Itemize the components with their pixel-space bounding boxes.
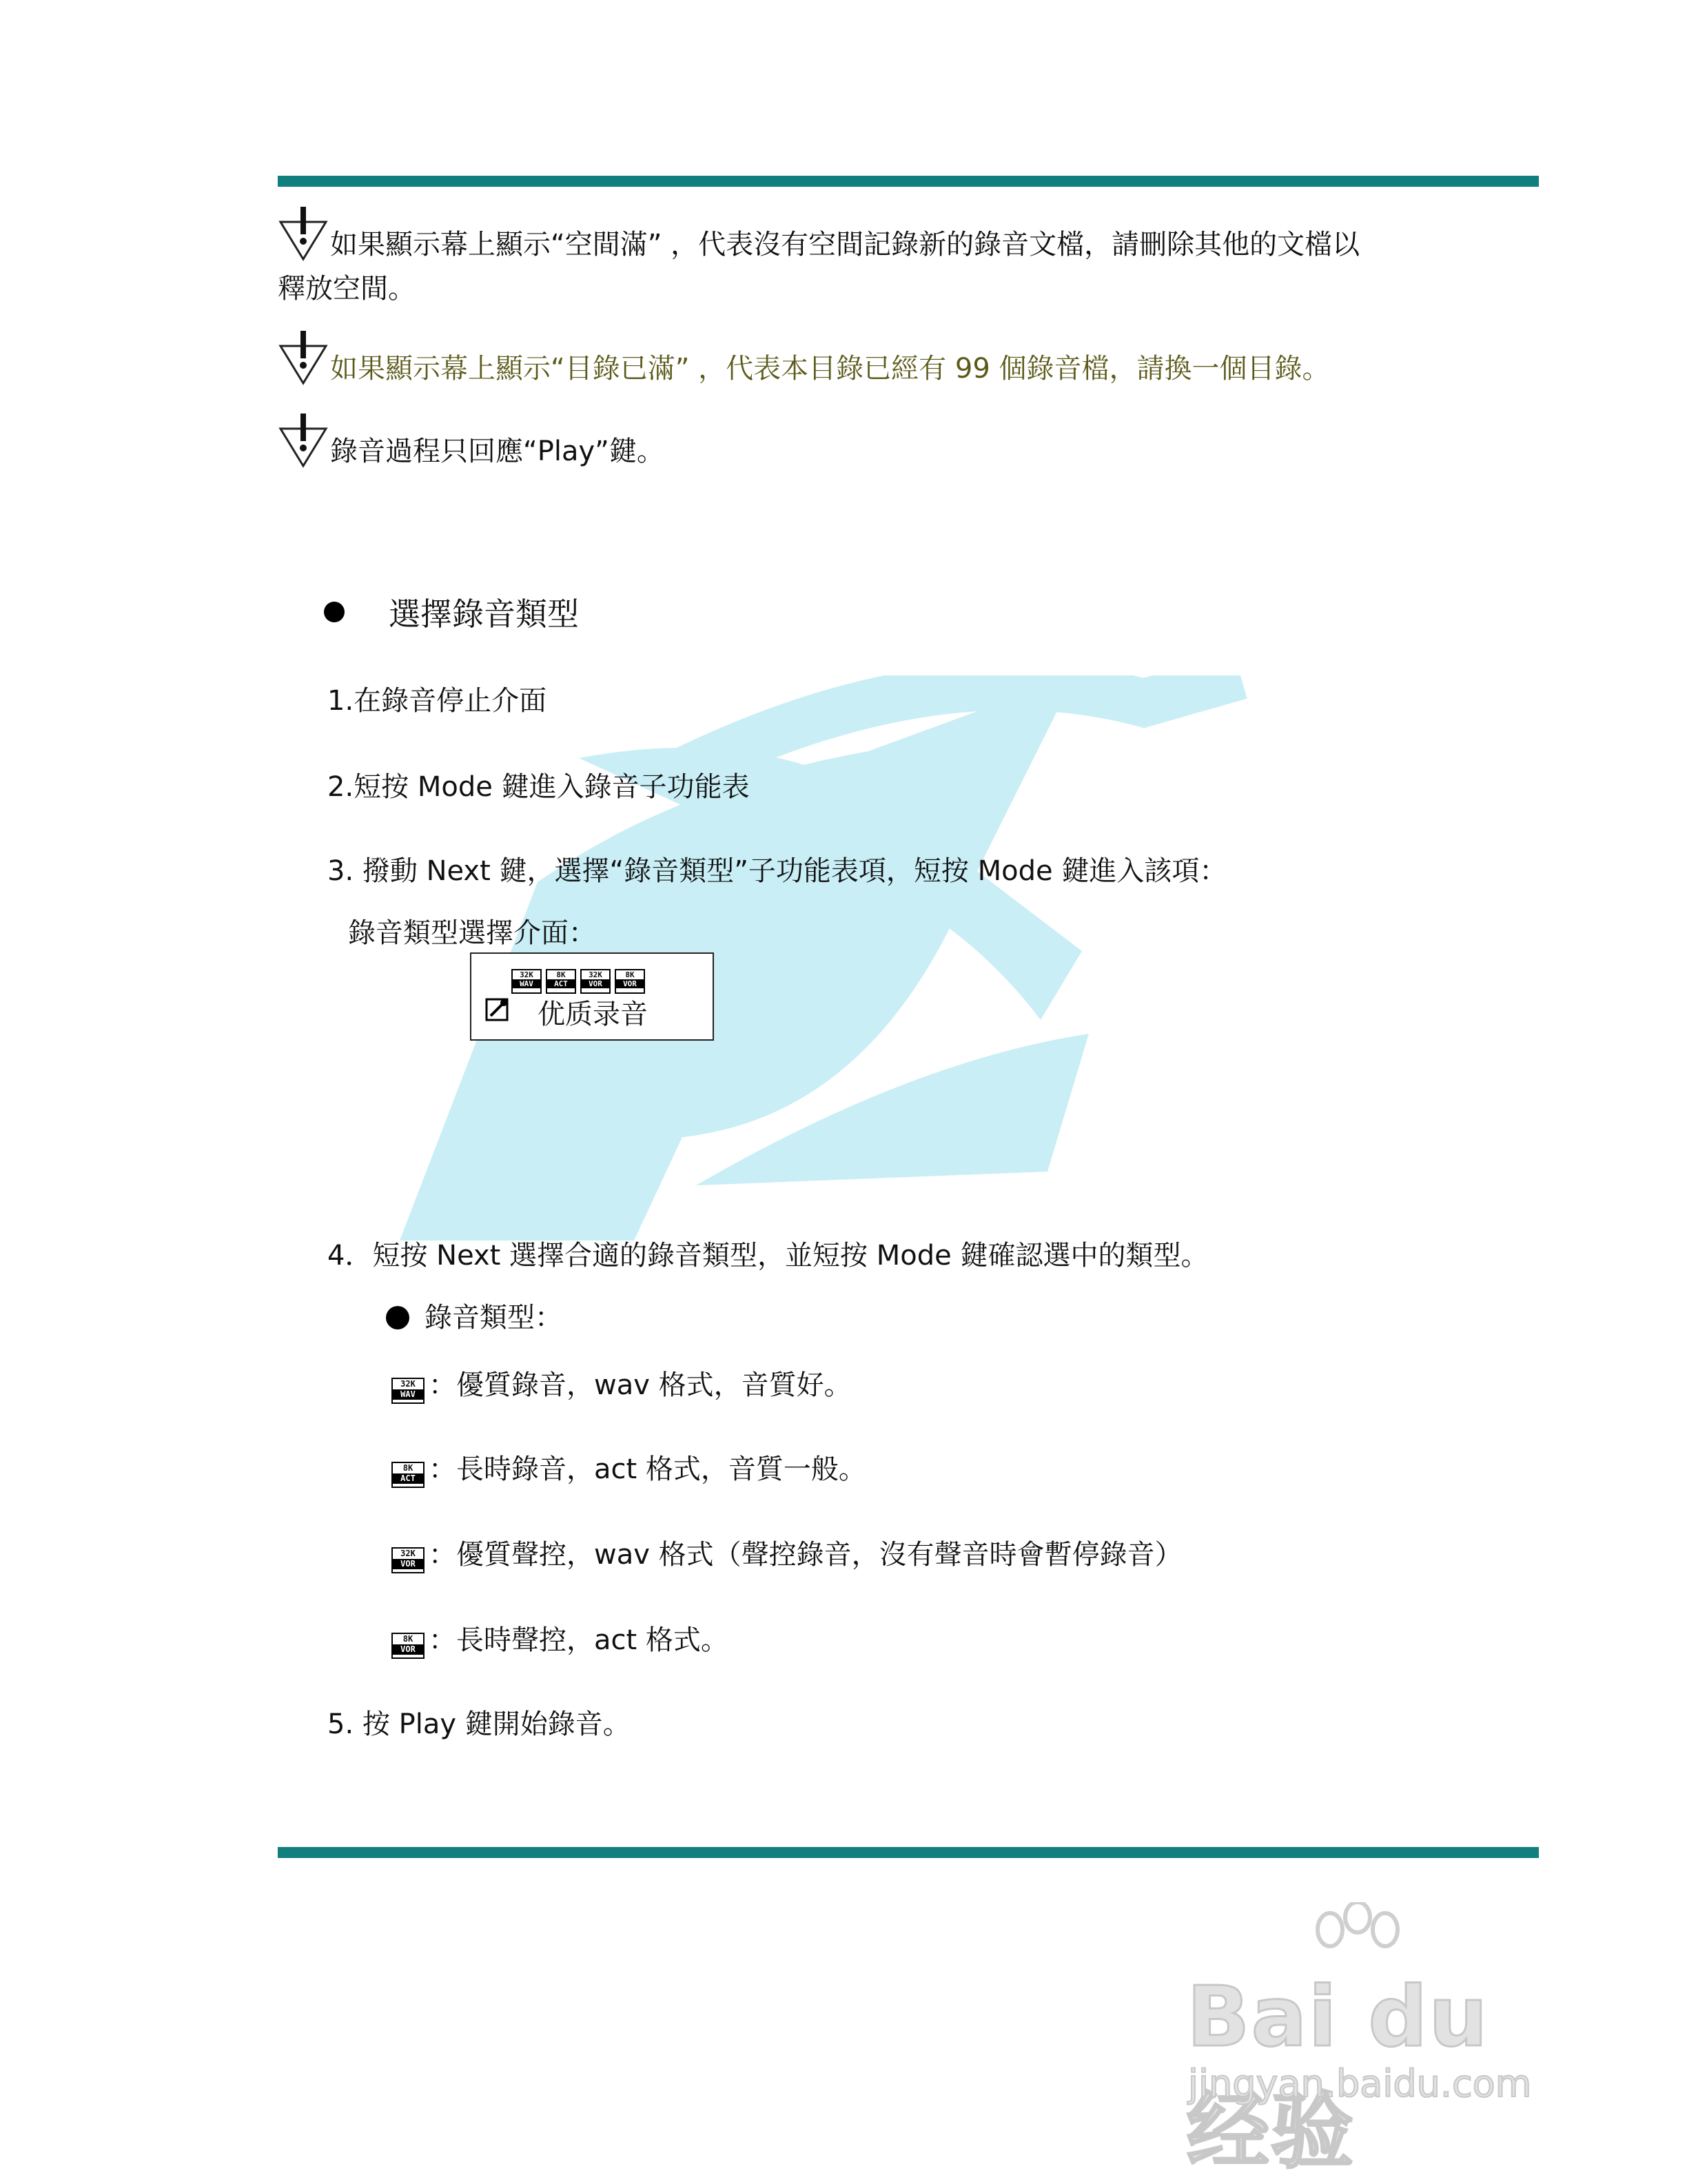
types-heading [386, 1296, 562, 1335]
lcd-mode-text: 优质录音 [538, 999, 648, 1030]
types-heading-text: 錄音類型： [425, 1302, 562, 1334]
type-item-32k-vor [391, 1533, 1183, 1573]
chip-8k-act-icon [546, 969, 576, 994]
warning-full-directory [278, 331, 1449, 391]
step-2: 2.短按 Mode 鍵進入錄音子功能表 [327, 771, 750, 803]
mic-icon [485, 997, 510, 1021]
warning-exclamation-icon [278, 414, 329, 469]
baidu-brand-text: Bai du 经验 [1187, 1970, 1489, 2180]
baidu-watermark [1185, 1902, 1571, 2180]
type-item-8k-act [391, 1447, 866, 1488]
icon-top: 32K [400, 1379, 416, 1389]
type-item-8k-vor [391, 1618, 728, 1659]
chip-top: 32K [589, 970, 602, 979]
warning-continuation: 釋放空間。 [278, 273, 416, 305]
step-3-sub: 錄音類型選擇介面： [348, 917, 596, 949]
warning-text: 錄音過程只回應“Play”鍵。 [330, 436, 664, 467]
bottom-rule [278, 1847, 1539, 1858]
step-5: 5. 按 Play 鍵開始錄音。 [327, 1708, 631, 1740]
warning-exclamation-icon [278, 207, 329, 262]
icon-bottom: VOR [393, 1559, 423, 1569]
baidu-url-text: jingyan.baidu.com [1188, 2062, 1532, 2105]
chip-top: 8K [556, 970, 566, 979]
icon-bottom: WAV [393, 1389, 423, 1400]
type-item-text: ：優質聲控，wav 格式（聲控錄音，沒有聲音時會暫停錄音） [429, 1539, 1183, 1571]
type-item-32k-wav [391, 1363, 852, 1404]
top-rule [278, 176, 1539, 187]
type-item-text: ：長時錄音，act 格式，音質一般。 [429, 1453, 866, 1485]
chip-top: 8K [625, 970, 635, 979]
chip-bottom: VOR [582, 979, 609, 988]
warning-play-only [278, 414, 1449, 473]
bullet-icon [386, 1306, 409, 1329]
chip-bottom: ACT [547, 979, 575, 988]
section-heading [324, 589, 579, 635]
step-1: 1.在錄音停止介面 [327, 685, 547, 717]
warning-text: 如果顯示幕上顯示“空間滿” ，代表沒有空間記錄新的錄音文檔，請刪除其他的文檔以 [330, 229, 1360, 261]
warning-full-space [278, 207, 1449, 311]
chip-top: 32K [520, 970, 533, 979]
icon-bottom: ACT [393, 1473, 423, 1484]
step-4: 4．短按 Next 選擇合適的錄音類型，並短按 Mode 鍵確認選中的類型。 [327, 1240, 1209, 1272]
icon-bottom: VOR [393, 1644, 423, 1655]
warning-exclamation-icon [278, 331, 329, 386]
bullet-icon [324, 602, 345, 622]
warning-text: 如果顯示幕上顯示“目錄已滿” ，代表本目錄已經有 99 個錄音檔，請換一個目錄。 [330, 353, 1330, 385]
type-item-text: ：長時聲控，act 格式。 [429, 1624, 728, 1656]
8k-vor-icon [391, 1633, 425, 1659]
chip-bottom: WAV [513, 979, 540, 988]
icon-top: 8K [402, 1463, 413, 1473]
chip-32k-wav-icon [511, 969, 542, 994]
32k-vor-icon [391, 1547, 425, 1573]
chip-32k-vor-icon [580, 969, 611, 994]
step-3: 3. 撥動 Next 鍵，選擇“錄音類型”子功能表項，短按 Mode 鍵進入該項： [327, 855, 1227, 887]
icon-top: 8K [402, 1634, 413, 1644]
8k-act-icon [391, 1462, 425, 1488]
32k-wav-icon [391, 1378, 425, 1404]
chip-bottom: VOR [616, 979, 644, 988]
icon-top: 32K [400, 1549, 416, 1558]
type-item-text: ：優質錄音，wav 格式，音質好。 [429, 1369, 852, 1401]
section-heading-text: 選擇錄音類型 [389, 595, 579, 633]
chip-8k-vor-icon [615, 969, 645, 994]
lcd-type-chips [511, 969, 645, 994]
baidu-paw-icon [1302, 1902, 1420, 1978]
lcd-screen [470, 952, 714, 1041]
